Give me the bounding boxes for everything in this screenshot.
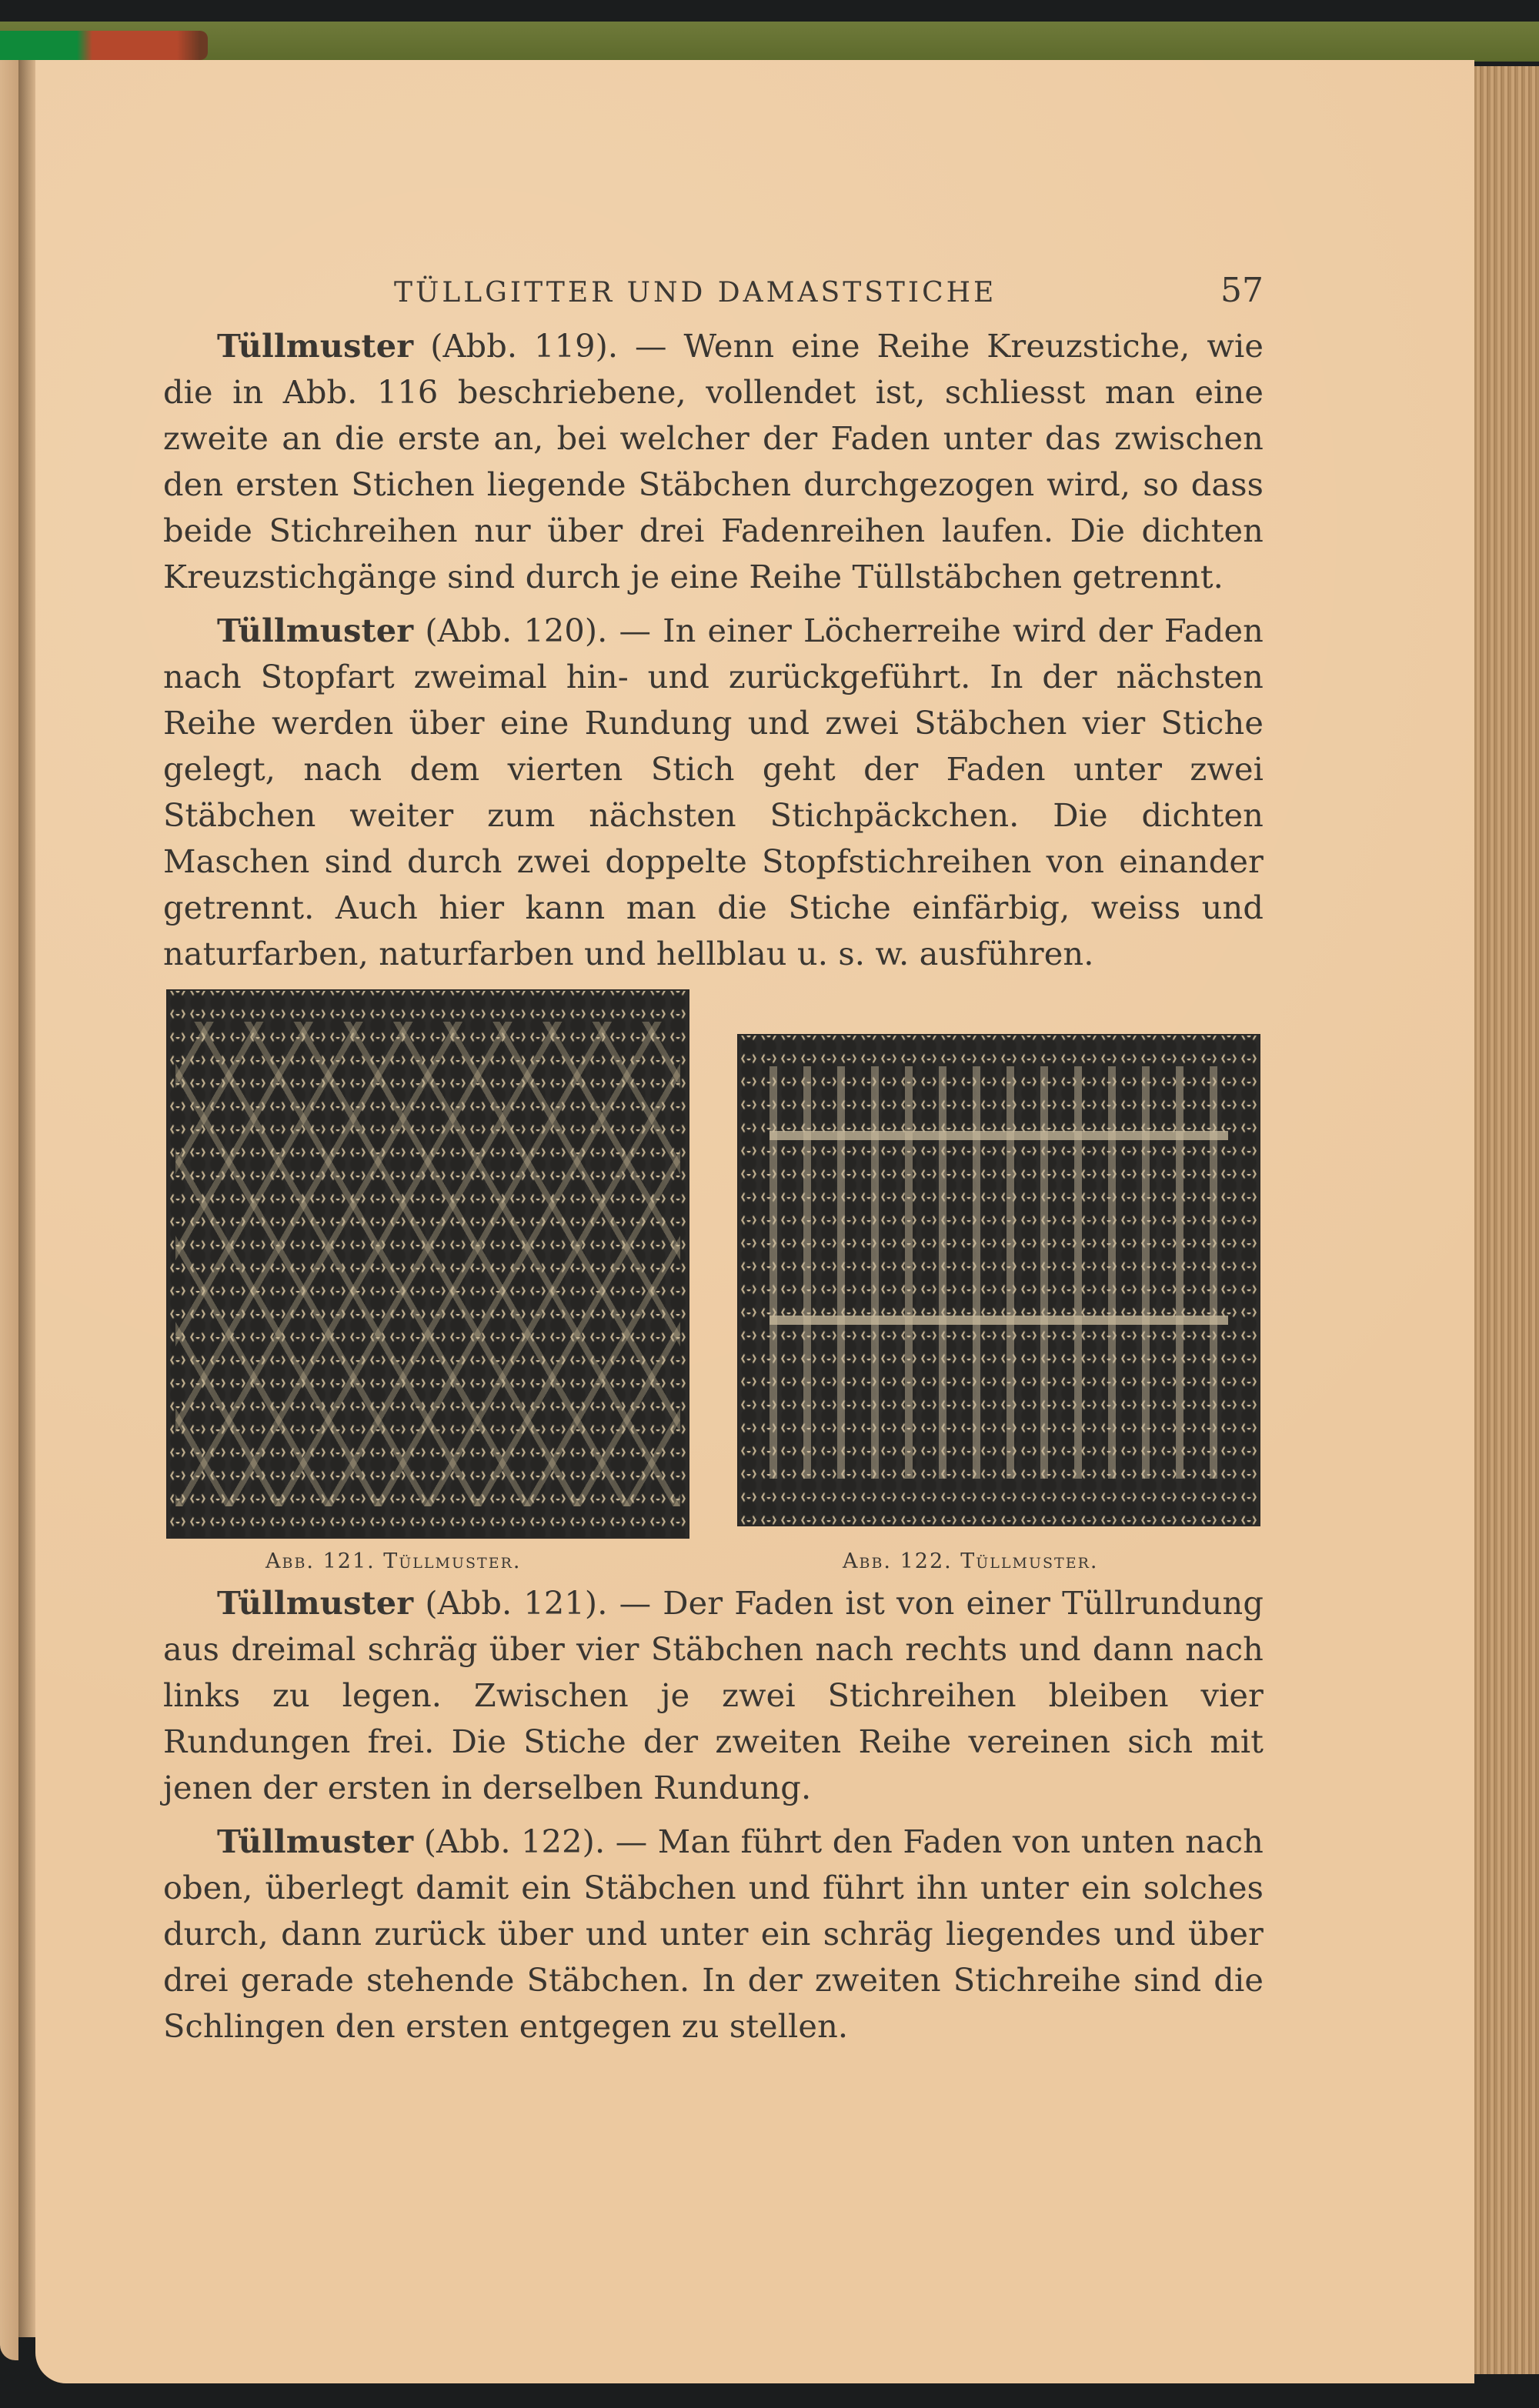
figure-abb-121-image — [168, 991, 688, 1537]
paragraph-heading: Tüllmuster — [217, 612, 414, 649]
paragraph-heading: Tüllmuster — [217, 1823, 414, 1860]
paragraph-heading: Tüllmuster — [217, 1584, 414, 1622]
figure-reference: (Abb. 121). — [425, 1584, 608, 1622]
paragraph-abb-121 — [163, 1580, 1264, 1811]
paragraph-abb-120 — [163, 608, 1264, 977]
running-head — [163, 269, 1264, 323]
paragraph-abb-119 — [163, 323, 1264, 600]
paragraph-text: — In einer Löcherreihe wird der Faden nach Stopfart zweimal hin- und zurückgeführt. In der nächsten Reihe werden über eine Rundung und zwei Stäbchen vier Stiche gelegt, nach dem vierten Stich geht der Faden unter zwei Stäbchen weiter zum nächsten Stichpäckchen. Die dichten Maschen sind durch zwei doppelte Stopfstichreihen von einander getrennt. Auch hier kann man die Stiche einfärbig, weiss und naturfarben, naturfarben und hellblau u. s. w. ausführen. — [163, 612, 1264, 972]
page-content — [163, 269, 1264, 2057]
figure-caption-122: Abb. 122. Tüllmuster. — [843, 1549, 1099, 1573]
paragraph-text: — Wenn eine Reihe Kreuzstiche, wie die in Abb. 116 beschriebene, vollendet ist, schliesst man eine zweite an die erste an, bei welcher der Faden unter das zwischen den ersten Stichen liegende Stäbchen durchgezogen wird, so dass beide Stichreihen nur über drei Fadenreihen laufen. Die dichten Kreuzstichgänge sind durch je eine Reihe Tüllstäbchen getrennt. — [163, 327, 1264, 595]
page-stack-edge — [1474, 66, 1539, 2374]
book-cover-edge — [0, 22, 1539, 62]
book-gutter — [18, 60, 35, 2337]
figure-reference: (Abb. 122). — [423, 1823, 606, 1860]
paragraph-text: — Man führt den Faden von unten nach oben, überlegt damit ein Stäbchen und führt ihn unter ein solches durch, dann zurück über und unter ein schräg liegendes und über drei gerade stehende Stäbchen. In der zweiten Stichreihe sind die Schlingen den ersten entgegen zu stellen. — [163, 1823, 1264, 2045]
figure-abb-122-image — [739, 1036, 1259, 1525]
running-title: TÜLLGITTER UND DAMASTSTICHE — [394, 277, 997, 309]
figure-reference: (Abb. 120). — [425, 612, 608, 649]
bookmark-ribbon — [0, 31, 208, 60]
figure-reference: (Abb. 119). — [430, 327, 619, 365]
paragraph-abb-122 — [163, 1819, 1264, 2049]
previous-page-edge — [0, 60, 18, 2360]
page-number: 57 — [1220, 271, 1264, 310]
figure-caption-121: Abb. 121. Tüllmuster. — [265, 1549, 522, 1573]
paragraph-text: — Der Faden ist von einer Tüllrundung aus dreimal schräg über vier Stäbchen nach rechts und dann nach links zu legen. Zwischen je zwei Stichreihen bleiben vier Rundungen frei. Die Stiche der zweiten Reihe vereinen sich mit jenen der ersten in derselben Rundung. — [163, 1584, 1264, 1806]
paragraph-heading: Tüllmuster — [217, 327, 414, 365]
figure-row — [154, 991, 1264, 1576]
